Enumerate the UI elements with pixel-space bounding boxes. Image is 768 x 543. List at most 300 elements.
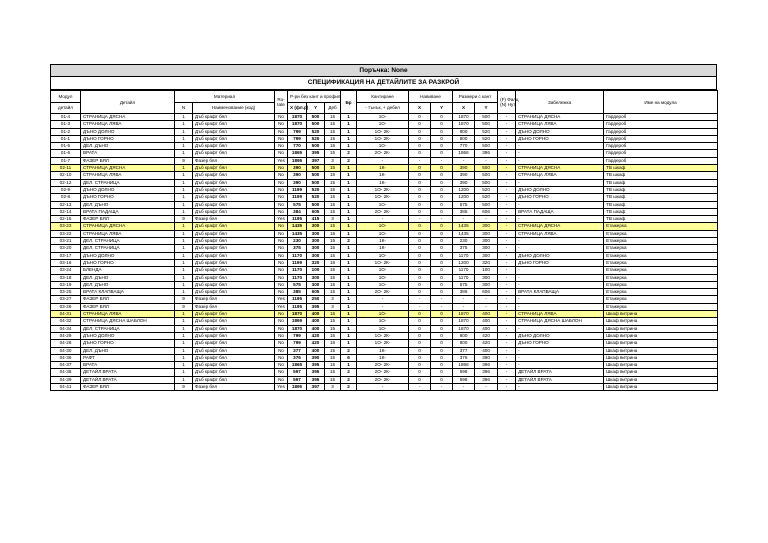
col-detail-word: детайл (51, 102, 81, 114)
cell-ks-x: 575 (453, 201, 475, 208)
cell-n: 9 (175, 296, 193, 303)
table-row (51, 369, 718, 376)
cell-detail: ДЕЛ. ДЪНО (81, 347, 175, 354)
cell-thick: 15 (325, 354, 341, 361)
cell-nav-y: 0 (431, 114, 453, 121)
cell-y: 250 (307, 296, 325, 303)
cell-nav-x: - (409, 296, 431, 303)
cell-ks-y: 500 (475, 143, 498, 150)
cell-module-name: Шкаф витрина (604, 347, 718, 354)
cell-y: 500 (307, 121, 325, 128)
cell-kant: 1О- 2К- (357, 135, 409, 142)
cell-nav-y: 0 (431, 238, 453, 245)
cell-detail: ДЕЛ. ДЪНО (81, 274, 175, 281)
cell-nav-y: - (431, 157, 453, 164)
cell-falc: - (498, 332, 516, 339)
cell-y: 320 (307, 259, 325, 266)
cell-y: 397 (307, 157, 325, 164)
cell-n: 1 (175, 376, 193, 383)
cell-falc: - (498, 201, 516, 208)
cutting-spec-sheet (50, 64, 717, 391)
cell-detail: ДЪНО ДОЛНО (81, 128, 175, 135)
cell-ks-x: 390 (453, 179, 475, 186)
cell-module-name: Етажерка (604, 230, 718, 237)
col-rotate (275, 91, 288, 114)
cell-note: СТРАНИЦА ДЯСНА (516, 114, 604, 121)
cell-modul: 01-3 (51, 121, 81, 128)
cell-nav-y: 0 (431, 362, 453, 369)
cell-ks-y: 520 (475, 194, 498, 201)
cell-y: 100 (307, 267, 325, 274)
cell-detail: ДЕЛ. СТРАНИЦА (81, 179, 175, 186)
cell-detail: ДЕЛ. СТРАНИЦА (81, 325, 175, 332)
cell-thick: 15 (325, 267, 341, 274)
cell-material: Дъб крафт бял (193, 347, 275, 354)
cell-material: Дъб крафт бял (193, 311, 275, 318)
cell-kant: 1О- (357, 281, 409, 288)
cell-falc: - (498, 347, 516, 354)
cell-nav-x: 0 (409, 208, 431, 215)
cell-ks-y: 500 (475, 114, 498, 121)
cell-detail: СТРАНИЦА ДЯСНА (81, 223, 175, 230)
cell-nav-y: 0 (431, 208, 453, 215)
cell-br: 1 (341, 128, 357, 135)
cell-thick: 15 (325, 362, 341, 369)
cell-ks-x: 230 (453, 238, 475, 245)
cell-module-name: Гардероб (604, 157, 718, 164)
cell-n: 1 (175, 135, 193, 142)
cell-note: - (516, 245, 604, 252)
table-row (51, 318, 718, 325)
col-kant: Кантиране (357, 91, 409, 103)
cell-material: Дъб крафт бял (193, 267, 275, 274)
cell-thick: 15 (325, 150, 341, 157)
cell-note: - (516, 281, 604, 288)
cell-modul: 02-10 (51, 172, 81, 179)
table-row (51, 121, 718, 128)
cell-nav-x: 0 (409, 223, 431, 230)
cell-nav-x: 0 (409, 128, 431, 135)
cell-y: 520 (307, 135, 325, 142)
cell-material: Дъб крафт бял (193, 179, 275, 186)
cell-material: Дъб крафт бял (193, 340, 275, 347)
cell-nav-x: 0 (409, 354, 431, 361)
cell-module-name: Гардероб (604, 143, 718, 150)
col-x: X (фл.р) (288, 102, 307, 114)
cell-module-name: Етажерка (604, 252, 718, 259)
cell-detail: ДЪНО ГОРНО (81, 135, 175, 142)
cell-y: 300 (307, 281, 325, 288)
table-row (51, 325, 718, 332)
cell-rotate: No (275, 165, 288, 172)
cell-module-name: ТВ шкаф (604, 179, 718, 186)
cell-br: 1 (341, 216, 357, 223)
cell-note: - (516, 179, 604, 186)
cell-n: 1 (175, 252, 193, 259)
cell-detail: ФАЗЕР БЯЛ (81, 303, 175, 310)
cell-nav-x: 0 (409, 143, 431, 150)
cell-x: 799 (288, 332, 307, 339)
cell-rotate: No (275, 135, 288, 142)
cell-nav-y: 0 (431, 245, 453, 252)
cell-br: 2 (341, 383, 357, 390)
cell-y: 420 (307, 332, 325, 339)
cell-ks-y: 300 (475, 252, 498, 259)
cell-material: Дъб крафт бял (193, 332, 275, 339)
cell-falc: - (498, 354, 516, 361)
cell-rotate: No (275, 252, 288, 259)
col-n: N (175, 102, 193, 114)
table-row (51, 201, 718, 208)
cell-nav-y: 0 (431, 186, 453, 193)
cell-y: 395 (307, 362, 325, 369)
falc-label-2: (N) Нут (500, 102, 516, 107)
col-size-group: Р-ри без кант и профил (288, 91, 341, 103)
cell-n: 1 (175, 238, 193, 245)
cell-rotate: No (275, 230, 288, 237)
col-material-sub: Наименование (код) (193, 102, 275, 114)
cell-nav-y: 0 (431, 376, 453, 383)
cell-note: СТРАНИЦА ЛЯВА (516, 121, 604, 128)
cell-kant: 1О- (357, 325, 409, 332)
cell-material: Дъб крафт бял (193, 172, 275, 179)
cell-falc: - (498, 296, 516, 303)
col-material: Материал (175, 91, 275, 103)
table-row (51, 274, 718, 281)
cell-modul: 03-21 (51, 238, 81, 245)
cell-thick: 15 (325, 325, 341, 332)
cell-x: 799 (288, 135, 307, 142)
cell-kant: 2О- 2К- (357, 376, 409, 383)
cell-y: 400 (307, 311, 325, 318)
table-row (51, 311, 718, 318)
cell-thick: 15 (325, 143, 341, 150)
cell-detail: ВРАТА ПАДАЩА (81, 208, 175, 215)
cell-detail: СТРАНИЦА ЛЯВА (81, 172, 175, 179)
cell-material: Дъб крафт бял (193, 289, 275, 296)
cell-y: 420 (307, 340, 325, 347)
col-nav-y: Y (431, 102, 453, 114)
cell-ks-y: 420 (475, 340, 498, 347)
cell-y: 520 (307, 128, 325, 135)
cell-modul: 01-7 (51, 157, 81, 164)
cell-nav-x: 0 (409, 325, 431, 332)
cell-n: 1 (175, 362, 193, 369)
cell-detail: ДЪНО ГОРНО (81, 194, 175, 201)
cell-ks-y: 390 (475, 354, 498, 361)
cell-ks-y: 300 (475, 274, 498, 281)
cell-ks-y: 396 (475, 362, 498, 369)
cell-note: - (516, 303, 604, 310)
cell-thick: 15 (325, 289, 341, 296)
table-row (51, 179, 718, 186)
col-nav: Навиване (409, 91, 453, 103)
cell-rotate: No (275, 179, 288, 186)
cell-nav-x: 0 (409, 165, 431, 172)
cell-nav-x: 0 (409, 201, 431, 208)
cell-x: 384 (288, 208, 307, 215)
col-falc (498, 91, 519, 114)
col-ks-y: Y (475, 102, 498, 114)
cell-modul: 02-11 (51, 165, 81, 172)
cell-module-name: Шкаф витрина (604, 383, 718, 390)
cell-br: 2 (341, 376, 357, 383)
cell-material: Дъб крафт бял (193, 281, 275, 288)
cell-module-name: Гардероб (604, 121, 718, 128)
cell-note: СТРАНИЦА ДЯСНА ШАБЛОН (516, 318, 604, 325)
cell-nav-x: 0 (409, 230, 431, 237)
cell-br: 2 (341, 347, 357, 354)
table-row (51, 289, 718, 296)
table-row (51, 332, 718, 339)
cell-note: ДЕТАЙЛ ВРАТА (516, 376, 604, 383)
cell-ks-x: 575 (453, 281, 475, 288)
cell-modul: 03-25 (51, 289, 81, 296)
cell-br: 1 (341, 259, 357, 266)
cell-thick: 15 (325, 252, 341, 259)
cell-y: 397 (307, 383, 325, 390)
cell-rotate: No (275, 340, 288, 347)
cell-nav-x: 0 (409, 114, 431, 121)
cell-falc: - (498, 135, 516, 142)
cell-falc: - (498, 165, 516, 172)
cell-x: 575 (288, 281, 307, 288)
cell-thick: 15 (325, 245, 341, 252)
cell-material: Фазер бял (193, 296, 275, 303)
cell-detail: ДЕЛ. ДЪНО (81, 201, 175, 208)
cell-material: Дъб крафт бял (193, 318, 275, 325)
cell-nav-x: 0 (409, 121, 431, 128)
cell-br: 1 (341, 325, 357, 332)
cell-x: 1199 (288, 186, 307, 193)
cell-y: 395 (307, 369, 325, 376)
cell-thick: 3 (325, 157, 341, 164)
cell-note: - (516, 216, 604, 223)
cell-note: ДЪНО ДОЛНО (516, 128, 604, 135)
table-row (51, 362, 718, 369)
cell-modul: 04-36 (51, 354, 81, 361)
cell-falc: - (498, 267, 516, 274)
cell-material: Фазер бял (193, 383, 275, 390)
cell-thick: 15 (325, 172, 341, 179)
cell-nav-y: - (431, 216, 453, 223)
cell-x: 1195 (288, 216, 307, 223)
cell-ks-x: 377 (453, 347, 475, 354)
cell-note: - (516, 274, 604, 281)
cell-note: СТРАНИЦА ЛЯВА (516, 311, 604, 318)
cell-detail: ДЕЛ. СТРАНИЦА (81, 245, 175, 252)
cell-modul: 02-15 (51, 216, 81, 223)
cell-note: - (516, 143, 604, 150)
cell-ks-x: 1200 (453, 194, 475, 201)
cell-kant: 1О- 2К- (357, 128, 409, 135)
cell-nav-x: - (409, 303, 431, 310)
cell-ks-x: - (453, 157, 475, 164)
cell-note: ДЪНО ГОРНО (516, 259, 604, 266)
cell-y: 300 (307, 274, 325, 281)
cell-br: 2 (341, 369, 357, 376)
cell-y: 390 (307, 354, 325, 361)
cell-note: - (516, 362, 604, 369)
cell-n: 1 (175, 223, 193, 230)
cell-ks-x: 1200 (453, 259, 475, 266)
cell-kant: 1О- (357, 114, 409, 121)
cell-kant: 1К- (357, 179, 409, 186)
cell-x: 1870 (288, 121, 307, 128)
cell-material: Дъб крафт бял (193, 354, 275, 361)
cell-note: ДЪНО ДОЛНО (516, 186, 604, 193)
cell-thick: 15 (325, 281, 341, 288)
cell-nav-y: 0 (431, 194, 453, 201)
cell-nav-y: 0 (431, 201, 453, 208)
cell-x: 1435 (288, 223, 307, 230)
cell-module-name: Шкаф витрина (604, 354, 718, 361)
cell-ks-y: - (475, 216, 498, 223)
cell-kant: 1О- (357, 274, 409, 281)
cell-br: 1 (341, 223, 357, 230)
cell-note: ДЕТАЙЛ ВРАТА (516, 369, 604, 376)
cell-nav-y: - (431, 383, 453, 390)
cell-note: - (516, 150, 604, 157)
cell-y: 395 (307, 150, 325, 157)
cell-br: 1 (341, 340, 357, 347)
cell-thick: 15 (325, 238, 341, 245)
cell-x: 799 (288, 128, 307, 135)
cell-note: СТРАНИЦА ЛЯВА (516, 230, 604, 237)
cell-falc: - (498, 143, 516, 150)
cell-kant: 1К- (357, 354, 409, 361)
col-br: Бр (341, 91, 357, 114)
cell-rotate: Yes (275, 296, 288, 303)
cell-kant: - (357, 383, 409, 390)
cell-material: Дъб крафт бял (193, 135, 275, 142)
cell-detail: СТРАНИЦА ДЯСНА (81, 114, 175, 121)
col-note: Забележка (516, 91, 604, 114)
cell-nav-x: 0 (409, 259, 431, 266)
cell-note: ДЪНО ДОЛНО (516, 252, 604, 259)
cell-y: 395 (307, 376, 325, 383)
cell-module-name: Шкаф витрина (604, 332, 718, 339)
rotate-label-1: Ro- (277, 97, 285, 102)
cell-rotate: No (275, 223, 288, 230)
cell-kant: 2О- 2К- (357, 362, 409, 369)
table-row (51, 230, 718, 237)
cell-kant: 1О- 2К- (357, 332, 409, 339)
table-row (51, 376, 718, 383)
cell-module-name: Гардероб (604, 150, 718, 157)
cell-detail: СТРАНИЦА ДЯСНА (81, 165, 175, 172)
cell-thick: 3 (325, 383, 341, 390)
cell-ks-y: 520 (475, 186, 498, 193)
cell-thick: 3 (325, 216, 341, 223)
cell-modul: 01-4 (51, 114, 81, 121)
cell-detail: СТРАНИЦА ДЯСНА ШАБЛОН (81, 318, 175, 325)
cell-x: 390 (288, 179, 307, 186)
cell-kant: 1К- (357, 347, 409, 354)
cell-note: ДЪНО ГОРНО (516, 194, 604, 201)
cell-falc: - (498, 318, 516, 325)
cell-x: 1170 (288, 252, 307, 259)
cell-detail: СТРАНИЦА ЛЯВА (81, 230, 175, 237)
table-row (51, 354, 718, 361)
cell-modul: 04-37 (51, 362, 81, 369)
cell-br: 1 (341, 121, 357, 128)
cell-falc: - (498, 252, 516, 259)
table-row (51, 208, 718, 215)
cell-kant: 1К- (357, 172, 409, 179)
cell-kant: 1К- (357, 245, 409, 252)
cell-rotate: No (275, 259, 288, 266)
cell-br: 1 (341, 143, 357, 150)
cell-rotate: No (275, 354, 288, 361)
cell-br: 1 (341, 252, 357, 259)
cell-br: 2 (341, 150, 357, 157)
cell-nav-y: 0 (431, 165, 453, 172)
header-row-1 (51, 91, 718, 103)
cell-material: Дъб крафт бял (193, 186, 275, 193)
cell-nav-x: 0 (409, 135, 431, 142)
cell-ks-x: 385 (453, 208, 475, 215)
cell-x: 377 (288, 347, 307, 354)
cell-modul: 02-14 (51, 208, 81, 215)
cell-ks-x: 376 (453, 354, 475, 361)
cell-x: 799 (288, 340, 307, 347)
cell-ks-y: 500 (475, 179, 498, 186)
cell-n: 9 (175, 383, 193, 390)
cell-br: 1 (341, 172, 357, 179)
cell-module-name: ТВ шкаф (604, 216, 718, 223)
table-row (51, 303, 718, 310)
cell-ks-x: 1870 (453, 114, 475, 121)
cell-ks-x: - (453, 303, 475, 310)
cell-thick: 15 (325, 376, 341, 383)
cell-kant: 2О- 2К- (357, 289, 409, 296)
cell-x: 1170 (288, 274, 307, 281)
cell-modul: 03-24 (51, 267, 81, 274)
cell-falc: - (498, 238, 516, 245)
cell-y: 300 (307, 252, 325, 259)
cell-nav-x: 0 (409, 194, 431, 201)
cell-ks-x: 1170 (453, 274, 475, 281)
cell-y: 500 (307, 143, 325, 150)
cell-module-name: ТВ шкаф (604, 208, 718, 215)
cell-nav-x: 0 (409, 274, 431, 281)
cell-nav-x: 0 (409, 318, 431, 325)
cell-nav-y: 0 (431, 135, 453, 142)
cell-material: Дъб крафт бял (193, 259, 275, 266)
col-detail: Детайл (81, 91, 175, 114)
cell-n: 1 (175, 114, 193, 121)
cell-falc: - (498, 325, 516, 332)
cell-ks-y: 300 (475, 281, 498, 288)
cell-br: 2 (341, 157, 357, 164)
cell-y: 300 (307, 223, 325, 230)
table-row (51, 172, 718, 179)
cell-x: 376 (288, 354, 307, 361)
cell-kant: 1О- (357, 223, 409, 230)
cell-ks-x: 1435 (453, 223, 475, 230)
cell-ks-x: 770 (453, 143, 475, 150)
cell-modul: 02-8 (51, 194, 81, 201)
cell-material: Дъб крафт бял (193, 238, 275, 245)
cell-thick: 15 (325, 208, 341, 215)
cell-modul: 03-27 (51, 296, 81, 303)
cell-ks-x: 375 (453, 245, 475, 252)
cell-br: 1 (341, 230, 357, 237)
cell-x: 1895 (288, 157, 307, 164)
cell-x: 1435 (288, 230, 307, 237)
cell-module-name: ТВ шкаф (604, 186, 718, 193)
